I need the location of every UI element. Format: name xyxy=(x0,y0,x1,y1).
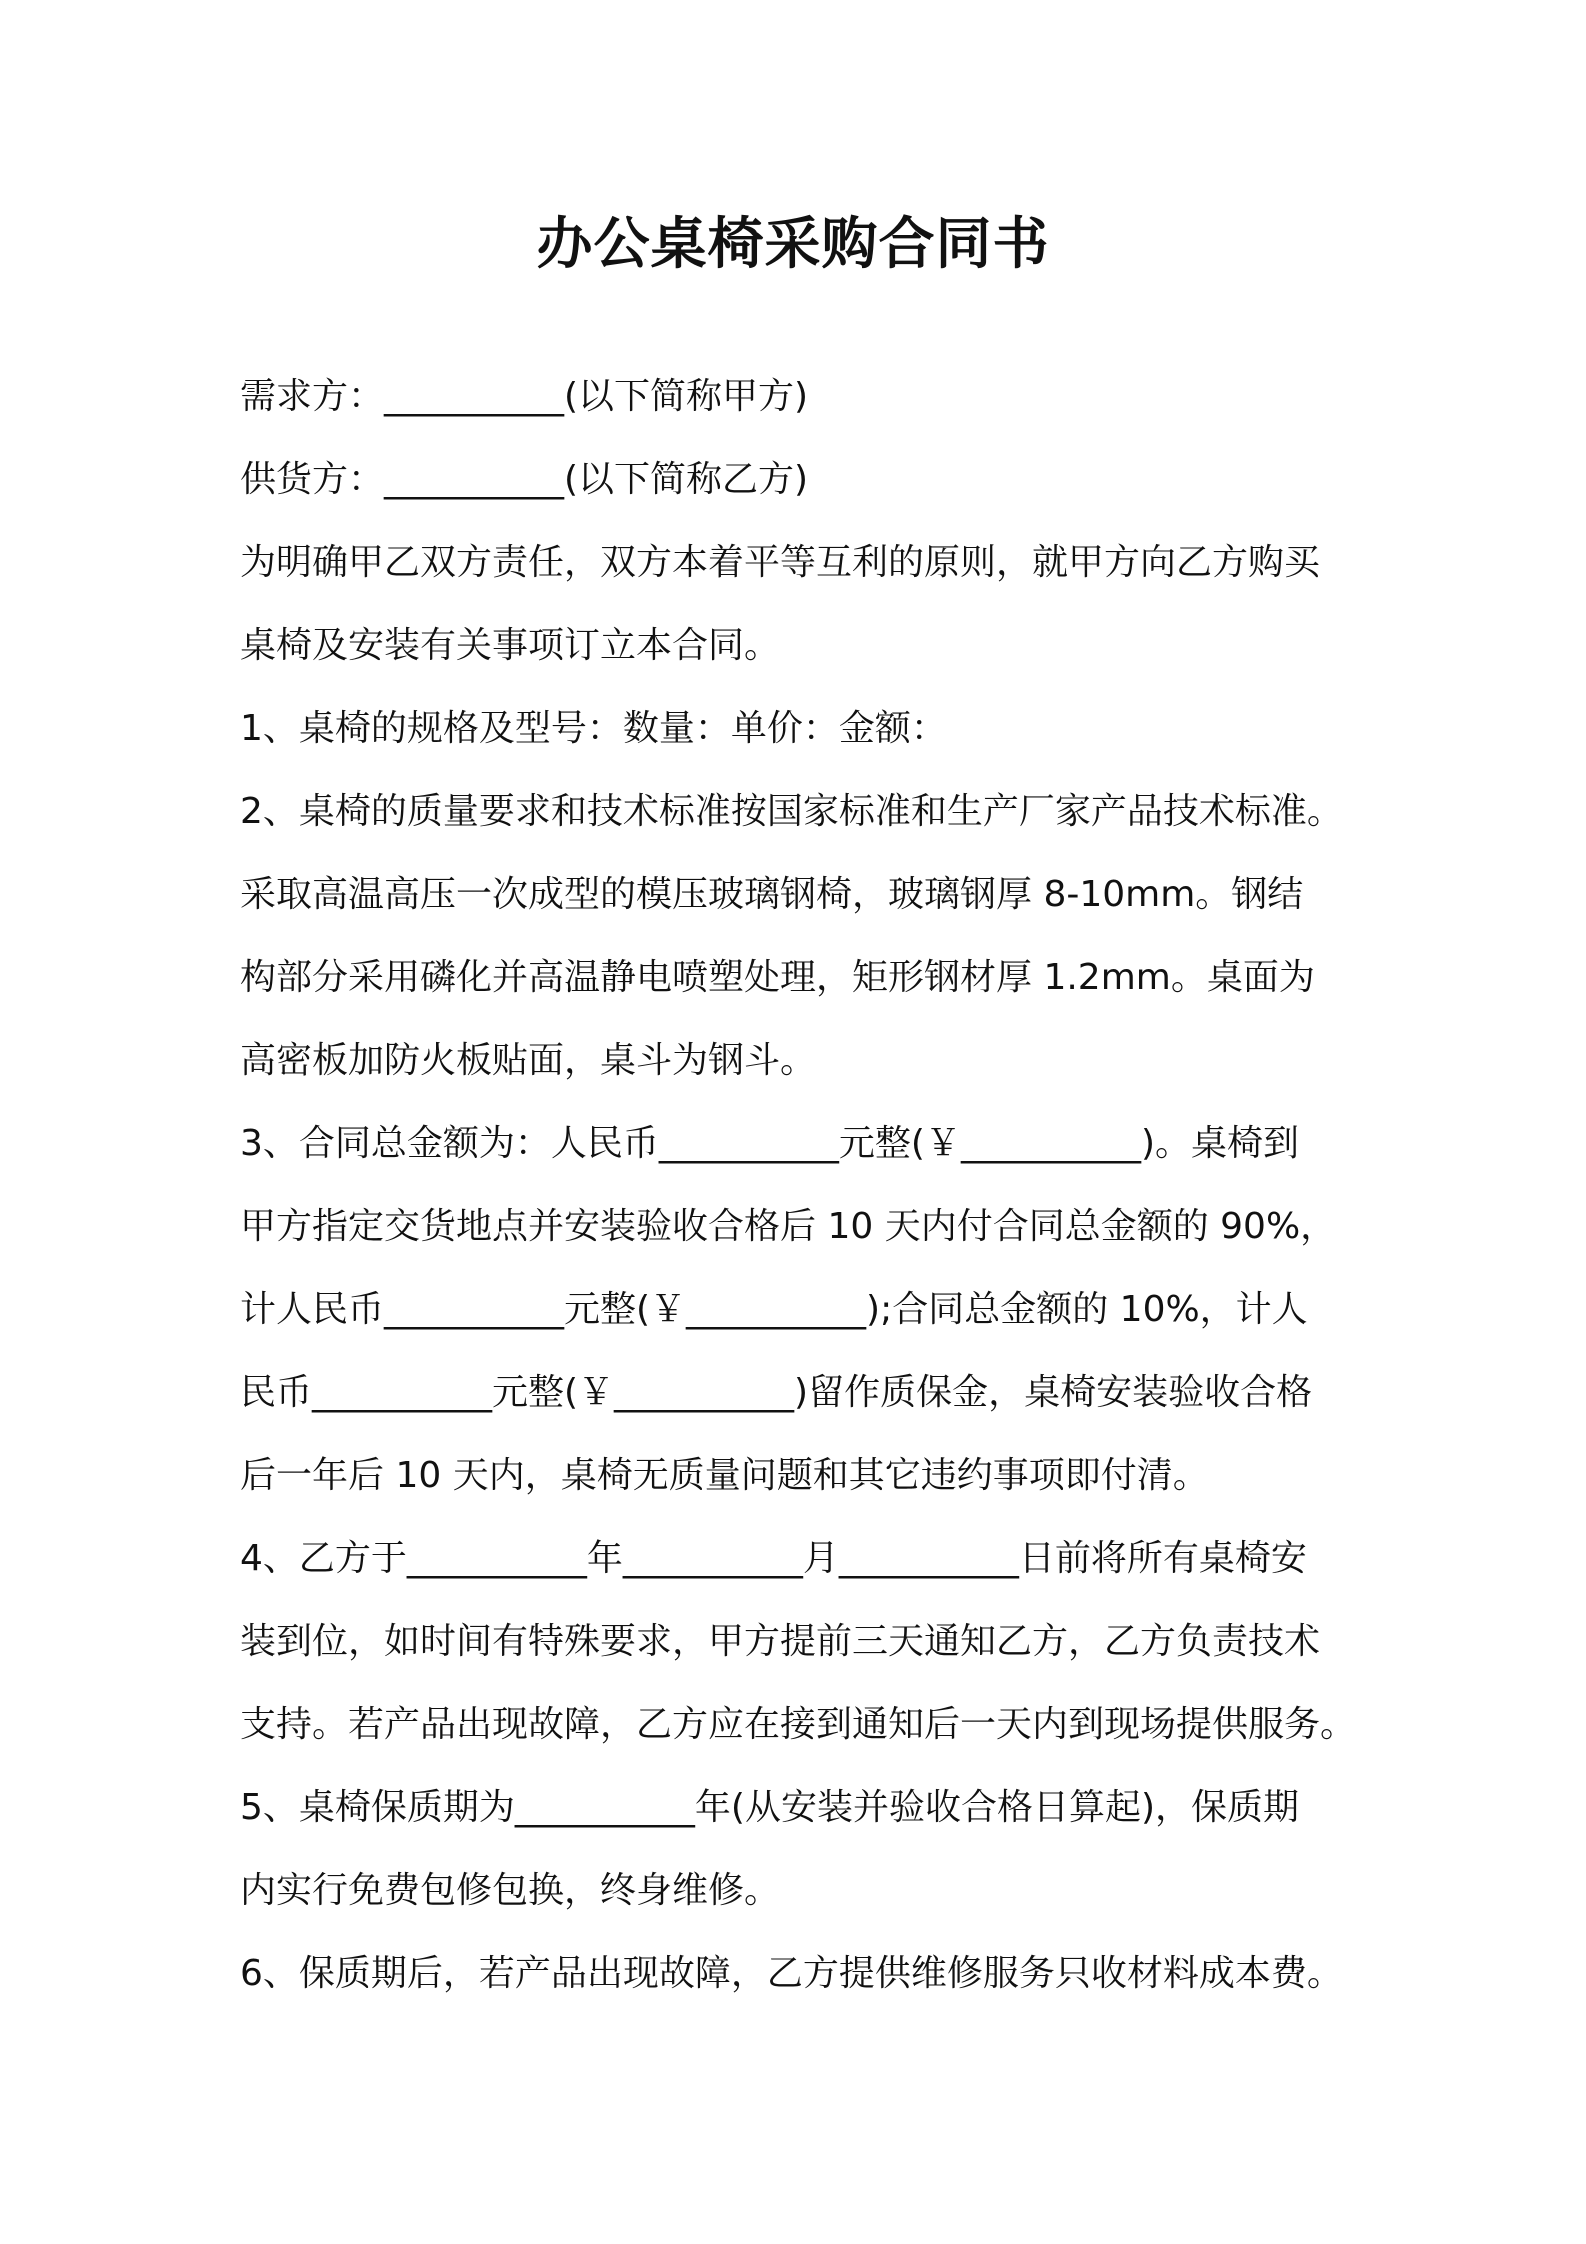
text-line: 为明确甲乙双方责任，双方本着平等互利的原则，就甲方向乙方购买 xyxy=(240,542,1321,583)
text-line: 1、桌椅的规格及型号：数量：单价：金额： xyxy=(240,708,947,749)
intro-line xyxy=(240,521,1355,604)
text-line: 2、桌椅的质量要求和技术标准按国家标准和生产厂家产品技术标准。 xyxy=(240,791,1343,832)
text-line: 后一年后 10 天内，桌椅无质量问题和其它违约事项即付清。 xyxy=(240,1455,1209,1496)
text-line: 供货方：__________(以下简称乙方) xyxy=(240,459,809,500)
text-line: 内实行免费包修包换，终身维修。 xyxy=(240,1870,781,1911)
clause-1-line xyxy=(240,687,1355,770)
clause-3-line xyxy=(240,1102,1355,1185)
text-line: 支持。若产品出现故障，乙方应在接到通知后一天内到现场提供服务。 xyxy=(240,1704,1357,1745)
document-title: 办公桌椅采购合同书 xyxy=(536,212,1050,277)
party-b-line xyxy=(240,438,1355,521)
text-line: 构部分采用磷化并高温静电喷塑处理，矩形钢材厚 1.2mm。桌面为 xyxy=(240,957,1315,998)
clause-5-line xyxy=(240,1766,1355,1849)
text-line: 需求方：__________(以下简称甲方) xyxy=(240,376,809,417)
clause-2-line xyxy=(240,936,1355,1019)
clause-2-line xyxy=(240,853,1355,936)
document-body xyxy=(240,355,1355,2015)
clause-3-line xyxy=(240,1268,1355,1351)
clause-6-line xyxy=(240,1932,1355,2015)
clause-4-line xyxy=(240,1683,1355,1766)
intro-line xyxy=(240,604,1355,687)
text-line: 桌椅及安装有关事项订立本合同。 xyxy=(240,625,781,666)
text-line: 甲方指定交货地点并安装验收合格后 10 天内付合同总金额的 90%， xyxy=(240,1206,1337,1247)
clause-3-line xyxy=(240,1185,1355,1268)
text-line: 4、乙方于__________年__________月__________日前将所有桌椅安 xyxy=(240,1538,1307,1579)
text-line: 装到位，如时间有特殊要求，甲方提前三天通知乙方，乙方负责技术 xyxy=(240,1621,1321,1662)
text-line: 计人民币__________元整(￥__________);合同总金额的 10%，计人 xyxy=(240,1289,1308,1330)
text-line: 5、桌椅保质期为__________年(从安装并验收合格日算起)，保质期 xyxy=(240,1787,1299,1828)
text-line: 6、保质期后，若产品出现故障，乙方提供维修服务只收材料成本费。 xyxy=(240,1953,1343,1994)
text-line: 高密板加防火板贴面，桌斗为钢斗。 xyxy=(240,1040,817,1081)
clause-5-line xyxy=(240,1849,1355,1932)
clause-3-line xyxy=(240,1434,1355,1517)
text-line: 民币__________元整(￥__________)留作质保金，桌椅安装验收合格 xyxy=(240,1372,1313,1413)
clause-2-line xyxy=(240,770,1355,853)
clause-2-line xyxy=(240,1019,1355,1102)
clause-4-line xyxy=(240,1600,1355,1683)
text-line: 3、合同总金额为：人民币__________元整(￥__________)。桌椅到 xyxy=(240,1123,1299,1164)
party-a-line xyxy=(240,355,1355,438)
text-line: 采取高温高压一次成型的模压玻璃钢椅，玻璃钢厚 8-10mm。钢结 xyxy=(240,874,1304,915)
clause-4-line xyxy=(240,1517,1355,1600)
clause-3-line xyxy=(240,1351,1355,1434)
